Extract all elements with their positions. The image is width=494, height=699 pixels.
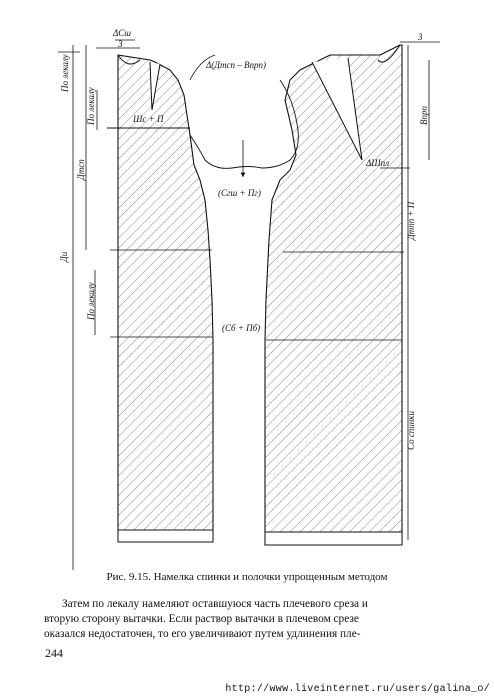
label-c-b-p: (Сб + Пб) <box>222 323 261 333</box>
label-co-spinki: Со спинки <box>406 411 416 450</box>
label-delta-dt-v: Δ(Дтсп – Впрп) <box>206 60 266 70</box>
figure-caption: Рис. 9.15. Намелка спинки и полочки упрощенным методом <box>106 571 388 583</box>
label-delta-csh: ΔCш <box>113 28 132 38</box>
label-three-right: 3 <box>418 32 423 42</box>
front-piece <box>265 45 404 545</box>
label-v-pl: Впрп <box>419 106 429 125</box>
label-d-tp-p: Дтпп + П <box>406 201 416 240</box>
label-d-tc: Дтсп <box>76 159 86 180</box>
paragraph-line: вторую сторону вытачки. Если раствор вытачки в плечевом срезе <box>44 613 359 625</box>
label-c-g-p: (Сгш + Пг) <box>218 188 261 198</box>
paragraph-line: Затем по лекалу намеляют оставшуюся часть плечевого среза и <box>62 598 368 610</box>
label-po-lekalu-mid: По лекалу <box>86 87 96 125</box>
label-po-lekalu-low: По лекалу <box>86 282 96 320</box>
page-number: 244 <box>45 646 63 660</box>
label-sh-c-p: Шс + П <box>133 114 164 124</box>
label-po-lekalu-top: По лекалу <box>60 54 70 92</box>
label-d-i: Ди <box>59 251 69 262</box>
label-three-left: 3 <box>118 39 123 49</box>
paragraph-line: оказался недостаточен, то его увеличивают путем удлинения пле- <box>44 628 361 640</box>
back-piece <box>107 55 213 542</box>
footer-url[interactable]: http://www.liveinternet.ru/users/galina_o/ <box>225 684 490 695</box>
body-paragraph <box>44 597 456 642</box>
label-delta-sh-pl: ΔШпл <box>366 158 390 168</box>
